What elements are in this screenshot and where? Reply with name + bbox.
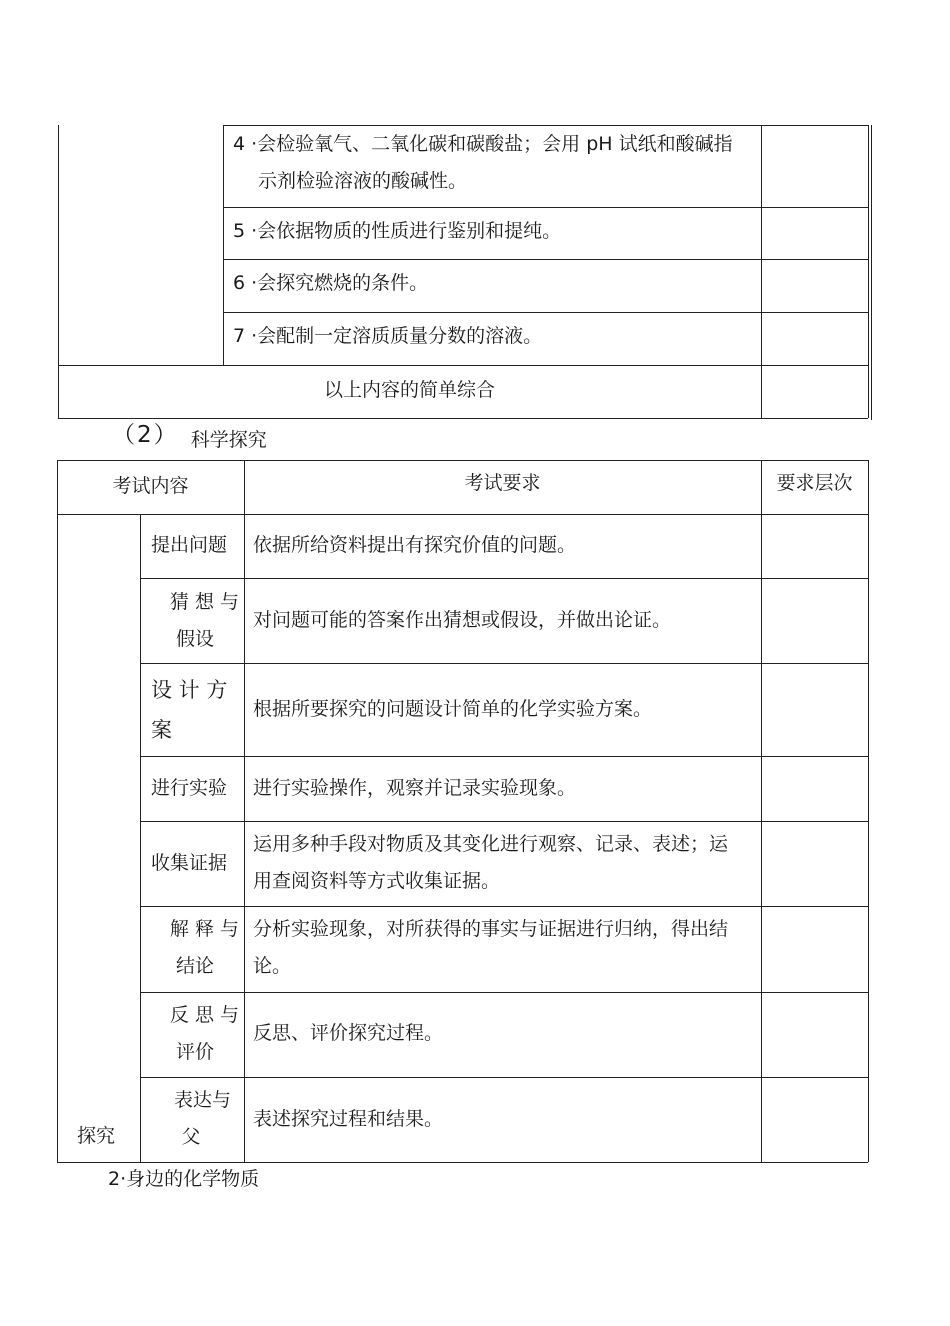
item-text: ·会探究燃烧的条件。: [251, 272, 429, 294]
requirement-text-line2: 用查阅资料等方式收集证据。: [253, 870, 501, 892]
item-number: 5: [233, 220, 246, 242]
next-section-heading: 2·身边的化学物质: [108, 1168, 260, 1190]
requirement-text: 进行实验操作，观察并记录实验现象。: [253, 777, 577, 799]
sub-item-label: [151, 670, 227, 750]
requirement-text: [253, 826, 758, 900]
table-row: [233, 213, 758, 250]
section-title: 科学探究: [190, 429, 267, 451]
requirement-text-line1: 分析实验现象，对所获得的事实与证据进行归纳，得出结: [253, 918, 729, 940]
sub-item-label-line2: 结论: [175, 955, 214, 977]
sub-item-label: [151, 911, 239, 985]
item-text: ·会检验氧气、二氧化碳和碳酸盐；会用 pH 试纸和酸碱指: [251, 133, 733, 155]
item-text-continued: 示剂检验溶液的酸碱性。: [258, 170, 468, 192]
item-number: 6: [233, 272, 246, 294]
sub-item-label: [151, 1082, 231, 1156]
table-row: [233, 265, 758, 302]
requirement-text: 反思、评价探究过程。: [253, 1022, 444, 1044]
requirement-text: 根据所要探究的问题设计简单的化学实验方案。: [253, 698, 653, 720]
requirement-text-line1: 运用多种手段对物质及其变化进行观察、记录、表述；运: [253, 833, 729, 855]
section-heading: [112, 418, 267, 453]
summary-row: 以上内容的简单综合: [323, 379, 495, 401]
sub-item-label-line2: 假设: [175, 628, 214, 650]
sub-item-label-line2: 案: [151, 718, 172, 742]
header-exam-content: 考试内容: [112, 475, 189, 497]
sub-item-label: 进行实验: [151, 777, 228, 799]
sub-item-label-line1: 猜 想 与: [169, 591, 239, 613]
item-number: 7: [233, 325, 246, 347]
sub-item-label: 收集证据: [151, 852, 228, 874]
requirement-text: [253, 911, 758, 985]
group-label: 探究: [77, 1125, 116, 1147]
sub-item-label: [151, 584, 239, 658]
sub-item-label: [151, 997, 239, 1071]
item-text: ·会依据物质的性质进行鉴别和提纯。: [251, 220, 562, 242]
requirement-text: 对问题可能的答案作出猜想或假设，并做出论证。: [253, 609, 672, 631]
sub-item-label: 提出问题: [151, 534, 228, 556]
sub-item-label-line1: 反 思 与: [169, 1004, 239, 1026]
sub-item-label-line2: 评价: [175, 1041, 214, 1063]
item-text: ·会配制一定溶质质量分数的溶液。: [251, 325, 543, 347]
table-row: [233, 318, 758, 355]
requirement-text-line2: 论。: [253, 955, 292, 977]
sub-item-label-line1: 设 计 方: [151, 678, 228, 702]
table-row: [233, 126, 758, 200]
header-exam-requirement: 考试要求: [464, 472, 541, 494]
header-requirement-level: 要求层次: [776, 472, 853, 494]
section-number: （2）: [112, 422, 179, 448]
item-number: 4: [233, 133, 246, 155]
sub-item-label-line1: 表达与: [173, 1089, 231, 1111]
sub-item-label-line2: 父: [181, 1126, 201, 1148]
requirement-text: 表述探究过程和结果。: [253, 1108, 444, 1130]
sub-item-label-line1: 解 释 与: [169, 918, 239, 940]
requirement-text: 依据所给资料提出有探究价值的问题。: [253, 534, 577, 556]
